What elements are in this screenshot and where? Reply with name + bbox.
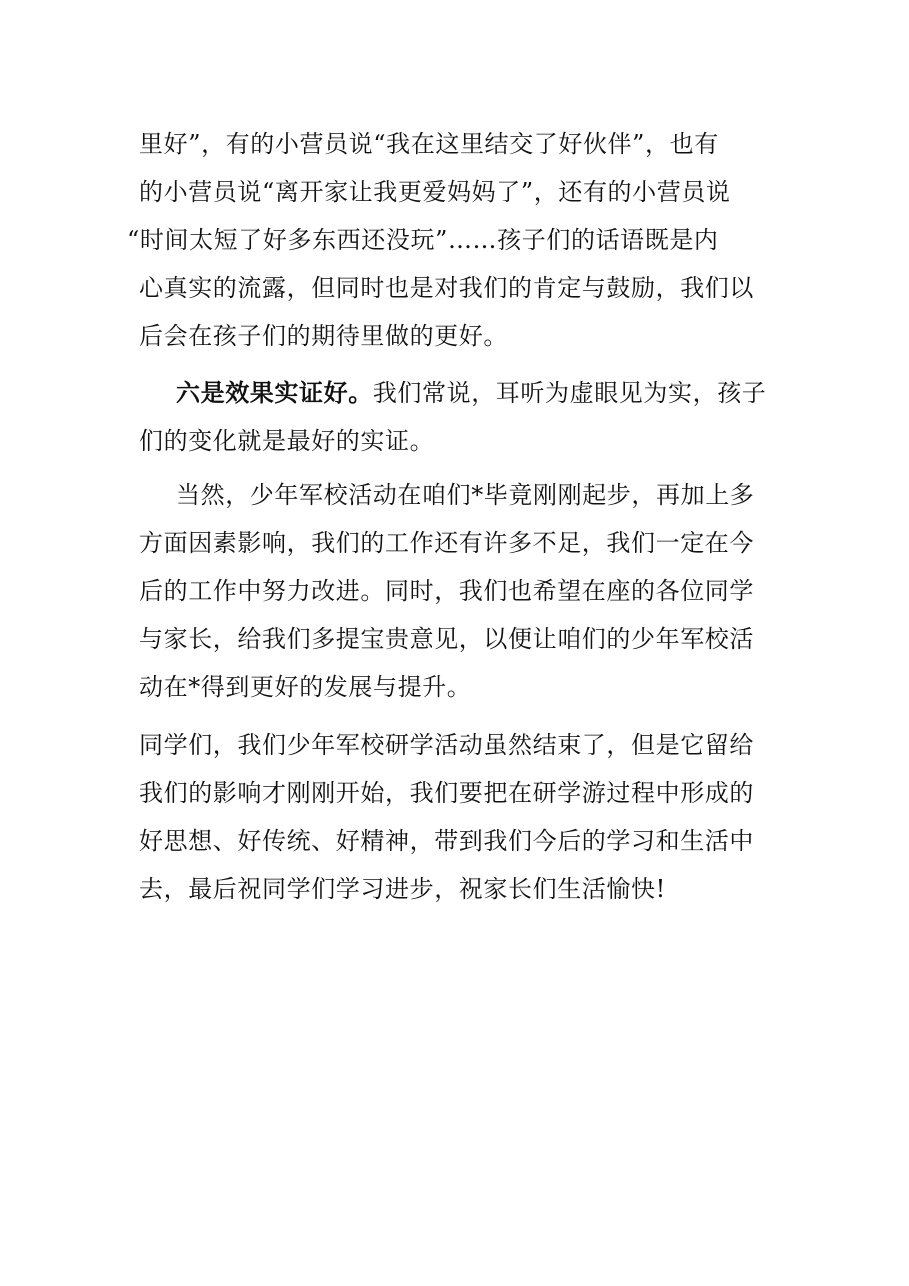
text-line: 我们的影响才刚刚开始，我们要把在研学游过程中形成的	[139, 779, 754, 807]
text-line: “时间太短了好多东西还没玩”……孩子们的话语既是内	[127, 226, 719, 254]
text-line: 好思想、好传统、好精神，带到我们今后的学习和生活中	[139, 827, 754, 855]
text-line: 动在*得到更好的发展与提升。	[139, 673, 472, 701]
paragraph-effect-verification	[139, 369, 779, 465]
text-line	[139, 369, 779, 417]
text-run: 我们常说，耳听为虚眼见为实，孩子	[372, 379, 767, 407]
paragraph-children-feedback	[127, 120, 779, 360]
text-line: 心真实的流露，但同时也是对我们的肯定与鼓励，我们以	[139, 274, 754, 302]
text-line: 去，最后祝同学们学习进步，祝家长们生活愉快!	[139, 875, 666, 903]
text-line: 们的变化就是最好的实证。	[139, 427, 435, 455]
text-line: 里好”，有的小营员说“我在这里结交了好伙伴”，也有	[139, 130, 719, 158]
text-line: 同学们，我们少年军校研学活动虽然结束了，但是它留给	[139, 731, 754, 759]
text-line: 当然，少年军校活动在咱们*毕竟刚刚起步，再加上多	[176, 481, 755, 509]
text-line: 后的工作中努力改进。同时，我们也希望在座的各位同学	[139, 577, 754, 605]
paragraph-closing	[139, 721, 779, 913]
text-line: 的小营员说“离开家让我更爱妈妈了”，还有的小营员说	[139, 178, 731, 206]
text-line: 方面因素影响，我们的工作还有许多不足，我们一定在今	[139, 529, 754, 557]
section-heading: 六是效果实证好。	[176, 378, 373, 407]
text-line: 后会在孩子们的期待里做的更好。	[139, 322, 508, 350]
paragraph-shortcomings	[139, 471, 779, 711]
text-line: 与家长，给我们多提宝贵意见，以便让咱们的少年军校活	[139, 625, 754, 653]
